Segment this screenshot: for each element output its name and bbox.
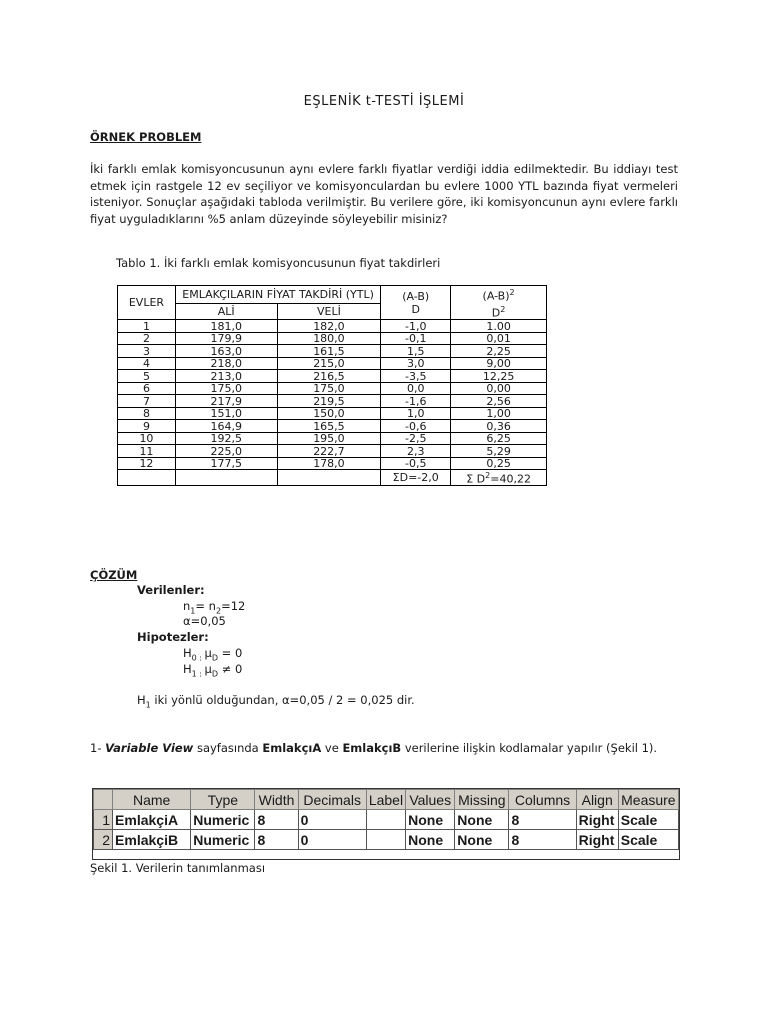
table-cell: 0,00 [451,382,547,395]
column-header[interactable]: Missing [455,790,509,810]
table-cell: 192,5 [175,432,277,445]
grid-cell[interactable] [366,830,405,850]
table-cell: -3,5 [381,370,451,383]
table-cell: 151,0 [175,407,277,420]
table-cell: 215,0 [277,357,381,370]
table-cell: 161,5 [277,345,381,358]
table-cell: 8 [118,407,176,420]
hypotheses-label: Hipotezler: [137,630,209,644]
table-cell: 6,25 [451,432,547,445]
table-cell: 177,5 [175,457,277,470]
table-cell: -2,5 [381,432,451,445]
two-tailed-note: $H_1$ iki yönlü olduğundan, α=0,05 / 2 = 0,025 dir. [137,693,415,710]
row-number[interactable]: 2 [94,830,113,850]
table1-caption: Tablo 1. İki farklı emlak komisyoncusunun fiyat takdirleri [116,256,441,270]
table-cell: 150,0 [277,407,381,420]
table-cell: 163,0 [175,345,277,358]
column-header[interactable]: Values [406,790,455,810]
given-label: Verilenler: [137,583,205,597]
table-cell: 12 [118,457,176,470]
header-veli: VELİ [277,304,381,320]
column-header[interactable]: Name [113,790,191,810]
table-cell: 164,9 [175,420,277,433]
total-blank-1 [118,470,176,486]
table-cell: 175,0 [277,382,381,395]
page-title: EŞLENİK t-TESTİ İŞLEMİ [303,94,465,109]
table-cell: 6 [118,382,176,395]
column-header[interactable]: Width [255,790,298,810]
alpha-line: α=0,05 [183,614,226,628]
figure1-caption: Şekil 1. Verilerin tanımlanması [90,861,266,875]
grid-cell[interactable] [366,810,405,830]
table-row [118,445,547,458]
table-row [118,457,547,470]
table-row [118,395,547,408]
grid-header-row [94,790,679,810]
header-ali: ALİ [175,304,277,320]
table-row [118,345,547,358]
header-diff-squared: $(A-B)^2$ $D^2$ [451,286,547,320]
table-cell: 5 [118,370,176,383]
variable-view-figure [92,788,680,860]
table-cell: -0,1 [381,332,451,345]
header-evler: EVLER [118,286,176,320]
grid-cell[interactable]: 8 [509,830,576,850]
column-header[interactable]: Measure [618,790,678,810]
variable-view-grid [93,789,679,850]
table-cell: 9 [118,420,176,433]
table-cell: 3 [118,345,176,358]
table-cell: 178,0 [277,457,381,470]
grid-cell[interactable]: None [455,810,509,830]
grid-cell[interactable]: None [406,810,455,830]
table-cell: 5,29 [451,445,547,458]
table-cell: 2,3 [381,445,451,458]
table-cell: 10 [118,432,176,445]
grid-cell[interactable]: Scale [618,810,678,830]
table-row [118,357,547,370]
table-cell: -0,6 [381,420,451,433]
grid-cell[interactable]: 8 [255,810,298,830]
step1-text: 1- Variable View sayfasında EmlakçıA ve EmlakçıB verilerine ilişkin kodlamalar yapılır (Şekil 1). [90,741,658,755]
grid-cell[interactable]: 0 [298,810,366,830]
total-blank-3 [277,470,381,486]
table-cell: 0,36 [451,420,547,433]
grid-cell[interactable]: EmlakçiA [113,810,191,830]
table-cell: 195,0 [277,432,381,445]
table-cell: 175,0 [175,382,277,395]
table-cell: 165,5 [277,420,381,433]
table-cell: 7 [118,395,176,408]
n-line: $n_1= n_2=12$ [183,599,246,616]
grid-cell[interactable]: Numeric [191,830,255,850]
grid-cell[interactable]: None [455,830,509,850]
table-cell: 1,5 [381,345,451,358]
table-cell: 11 [118,445,176,458]
grid-cell[interactable]: Numeric [191,810,255,830]
table-cell: 1,00 [451,407,547,420]
price-table-body [118,320,547,470]
total-blank-2 [175,470,277,486]
table-cell: 2 [118,332,176,345]
table-cell: 222,7 [277,445,381,458]
table-row [118,332,547,345]
table-cell: 2,56 [451,395,547,408]
grid-cell[interactable]: Right [576,810,618,830]
table-cell: 1,0 [381,407,451,420]
table-cell: 218,0 [175,357,277,370]
table-cell: 216,5 [277,370,381,383]
table-row [118,370,547,383]
solution-heading: ÇÖZÜM [90,568,138,582]
grid-corner [94,790,113,810]
table-cell: 213,0 [175,370,277,383]
total-d: ΣD=-2,0 [381,470,451,486]
column-header[interactable]: Decimals [298,790,366,810]
table-cell: 225,0 [175,445,277,458]
table-cell: 3,0 [381,357,451,370]
table-cell: 0,25 [451,457,547,470]
table-cell: 4 [118,357,176,370]
grid-cell[interactable]: Right [576,830,618,850]
table-cell: 219,5 [277,395,381,408]
table-cell: 179,9 [175,332,277,345]
grid-cell[interactable]: EmlakçiB [113,830,191,850]
problem-heading: ÖRNEK PROBLEM [90,130,202,144]
table-cell: 1 [118,320,176,333]
table-row [118,432,547,445]
h0-line: $H_{0 :}$ $\mu_D = 0$ [183,646,243,663]
grid-cell[interactable]: 0 [298,830,366,850]
table-row [118,382,547,395]
table-cell: -1,6 [381,395,451,408]
problem-text: İki farklı emlak komisyoncusunun aynı evlere farklı fiyatlar verdiği iddia edilmektedir. Bu iddiayı test etmek için rastgele 12 ev seçiliyor ve komisyonculardan bu evlere 1000 YTL bazında fiyat vermeleri isteniyor. Sonuçlar aşağıdaki tabloda verilmiştir. Bu verilere göre, iki komisyoncunun aynı evlere farklı fiyat uyguladıklarını %5 anlam düzeyinde söyleyebilir misiniz? [90,162,678,226]
column-header[interactable]: Type [191,790,255,810]
table-row [118,407,547,420]
table-cell: 12,25 [451,370,547,383]
total-d-squared: Σ $D^2=40,22$ [451,470,547,486]
column-header[interactable]: Label [366,790,405,810]
table-cell: 9,00 [451,357,547,370]
variable-row[interactable] [94,830,679,850]
table-cell: -0,5 [381,457,451,470]
table-cell: 217,9 [175,395,277,408]
table-cell: 182,0 [277,320,381,333]
grid-cell[interactable]: None [406,830,455,850]
column-header[interactable]: Columns [509,790,576,810]
grid-cell[interactable]: Scale [618,830,678,850]
grid-cell[interactable]: 8 [255,830,298,850]
header-diff: (A-B) D [381,286,451,320]
table-cell: 0,0 [381,382,451,395]
column-header[interactable]: Align [576,790,618,810]
header-group: EMLAKÇILARIN FİYAT TAKDİRİ (YTL) [175,286,380,304]
table-cell: 180,0 [277,332,381,345]
table-cell: 2,25 [451,345,547,358]
price-table [117,285,547,486]
table-cell: -1,0 [381,320,451,333]
table-cell: 1.00 [451,320,547,333]
row-number[interactable]: 1 [94,810,113,830]
h1-line: $H_{1 :}$ $\mu_D \ne 0$ [183,662,243,679]
table-row [118,420,547,433]
table-cell: 181,0 [175,320,277,333]
table-row [118,320,547,333]
variable-row[interactable] [94,810,679,830]
table-cell: 0,01 [451,332,547,345]
grid-cell[interactable]: 8 [509,810,576,830]
